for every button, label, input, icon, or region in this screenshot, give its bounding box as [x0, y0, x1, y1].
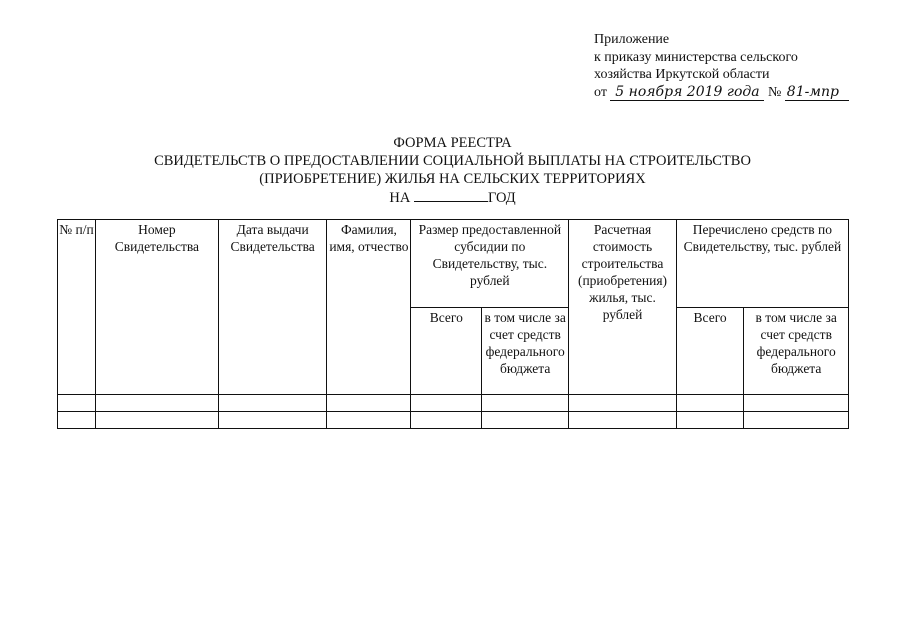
table-cell[interactable] — [411, 412, 482, 429]
year-prefix: НА — [389, 190, 411, 206]
table-cell[interactable] — [569, 412, 677, 429]
table-cell[interactable] — [327, 395, 411, 412]
appendix-ministry-line: хозяйства Иркутской области — [594, 67, 770, 82]
table-cell[interactable] — [218, 412, 327, 429]
table-cell[interactable] — [569, 395, 677, 412]
header-subsidy-federal: в том числе за счет средств федерального бюджета — [482, 307, 569, 395]
header-full-name: Фамилия, имя, отчество — [327, 220, 411, 395]
table-cell[interactable] — [58, 395, 96, 412]
header-subsidy-total: Всего — [411, 307, 482, 395]
header-transferred-total: Всего — [676, 307, 744, 395]
table-cell[interactable] — [411, 395, 482, 412]
handwritten-date: 5 ноября 2019 года — [610, 85, 764, 101]
appendix-order-line: к приказу министерства сельского — [594, 49, 798, 65]
header-cert-number: Номер Свидетельства — [95, 220, 218, 395]
appendix-block — [594, 31, 849, 101]
handwritten-number: 81-мпр — [785, 85, 849, 101]
table-cell[interactable] — [95, 412, 218, 429]
table-cell[interactable] — [95, 395, 218, 412]
year-suffix: ГОД — [487, 190, 516, 206]
form-title-block — [0, 134, 905, 207]
appendix-date-number-line — [594, 84, 849, 102]
table-cell[interactable] — [58, 412, 96, 429]
appendix-title: Приложение — [594, 32, 670, 47]
registry-table — [57, 219, 849, 429]
table-cell[interactable] — [482, 395, 569, 412]
form-subtitle-line1: СВИДЕТЕЛЬСТВ О ПРЕДОСТАВЛЕНИИ СОЦИАЛЬНОЙ ВЫПЛАТЫ НА СТРОИТЕЛЬСТВО — [154, 153, 751, 169]
header-transferred-federal: в том числе за счет средств федерального бюджета — [744, 307, 849, 395]
table-cell[interactable] — [482, 412, 569, 429]
table-cell[interactable] — [218, 395, 327, 412]
table-cell[interactable] — [676, 412, 744, 429]
table-cell[interactable] — [676, 395, 744, 412]
table-cell[interactable] — [744, 395, 849, 412]
table-cell[interactable] — [744, 412, 849, 429]
header-row-top — [58, 220, 849, 308]
table-row — [58, 395, 849, 412]
header-transferred: Перечислено средств по Свидетельству, тыс. рублей — [676, 220, 848, 308]
header-subsidy: Размер предоставленной субсидии по Свидетельству, тыс. рублей — [411, 220, 569, 308]
header-issue-date: Дата выдачи Свидетельства — [218, 220, 327, 395]
table-cell[interactable] — [327, 412, 411, 429]
table-row — [58, 412, 849, 429]
year-blank-field — [414, 188, 488, 202]
form-subtitle-line2: (ПРИОБРЕТЕНИЕ) ЖИЛЬЯ НА СЕЛЬСКИХ ТЕРРИТОРИЯХ — [259, 171, 646, 187]
form-year-line — [0, 188, 905, 207]
header-estimated-cost: Расчетная стоимость строительства (приобретения) жилья, тыс. рублей — [569, 220, 677, 395]
number-label: № — [767, 84, 782, 100]
header-num: № п/п — [58, 220, 96, 395]
form-title: ФОРМА РЕЕСТРА — [393, 135, 512, 151]
date-prefix-label: от — [594, 84, 607, 100]
